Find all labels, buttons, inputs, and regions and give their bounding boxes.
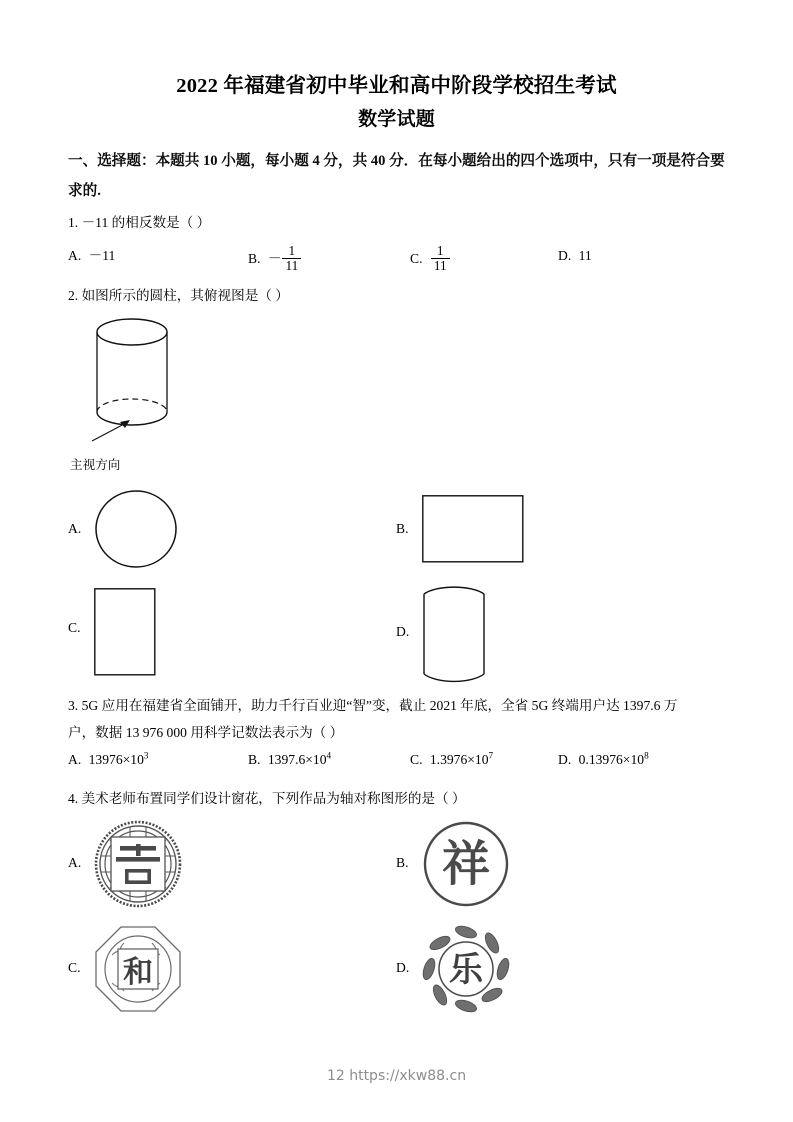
question-3-option-d[interactable] <box>558 752 649 768</box>
fraction <box>282 244 301 273</box>
option-label: D. <box>558 752 572 767</box>
question-4-option-b-label: B. <box>396 855 409 870</box>
fraction-numerator: 1 <box>288 243 296 258</box>
option-label: C. <box>410 250 423 266</box>
option-exponent: 8 <box>644 750 649 761</box>
fraction-numerator: 1 <box>436 243 444 258</box>
option-value: 0.13976×10 <box>578 752 645 767</box>
question-3-option-c[interactable] <box>410 752 493 768</box>
option-exponent: 4 <box>326 750 332 761</box>
option-sign: － <box>267 250 282 266</box>
section-instruction: 一、选择题：本题共 10 小题，每小题 4 分，共 40 分．在每小题给出的四个选项中，只有一项是符合要求的. <box>68 153 725 199</box>
option-value: －11 <box>88 248 116 263</box>
option-label: B. <box>248 752 261 767</box>
option-exponent: 3 <box>143 750 149 761</box>
question-2-option-c-shape[interactable] <box>94 588 160 680</box>
papercut-glyph: 和 <box>123 955 153 990</box>
question-4-option-a-label: A. <box>68 855 82 870</box>
page-title: 2022 年福建省初中毕业和高中阶段学校招生考试 <box>176 75 617 97</box>
option-value: 13976×10 <box>88 752 144 767</box>
question-2-option-c-label: C. <box>68 620 81 635</box>
question-1-stem: 1. －11 的相反数是（ ） <box>68 215 211 230</box>
fraction-denominator: 11 <box>282 258 301 273</box>
option-label: A. <box>68 752 82 767</box>
option-label: A. <box>68 248 82 263</box>
option-label: B. <box>248 250 261 266</box>
option-value: 11 <box>578 248 592 263</box>
question-3-stem-line1: 3. 5G 应用在福建省全面铺开，助力千行百业迎“智”变，截止 2021 年底，全省 5G 终端用户达 1397.6 万 <box>68 698 678 713</box>
question-4-option-b-papercut[interactable] <box>422 820 510 908</box>
question-4-option-c-label: C. <box>68 960 81 975</box>
cylinder-figure <box>70 310 250 445</box>
option-label: D. <box>558 248 572 263</box>
question-4-option-c-papercut[interactable] <box>94 925 182 1013</box>
question-4-stem: 4. 美术老师布置同学们设计窗花，下列作品为轴对称图形的是（ ） <box>68 791 466 806</box>
question-2-option-a-shape[interactable] <box>94 489 180 571</box>
question-2-option-b-label: B. <box>396 521 409 536</box>
question-3-option-a[interactable] <box>68 752 149 768</box>
cylinder-figure-caption: 主视方向 <box>70 458 121 472</box>
question-2-stem: 2. 如图所示的圆柱，其俯视图是（ ） <box>68 288 289 303</box>
question-3-option-b[interactable] <box>248 752 331 768</box>
question-1-option-c[interactable] <box>410 244 451 273</box>
question-2-option-d-shape[interactable] <box>422 584 492 680</box>
option-label: C. <box>410 752 423 767</box>
question-1-option-a[interactable] <box>68 244 115 264</box>
question-2-option-b-shape[interactable] <box>422 495 526 565</box>
option-exponent: 7 <box>488 750 494 761</box>
fraction-denominator: 11 <box>431 258 450 273</box>
papercut-glyph: 祥 <box>441 836 491 892</box>
question-1-option-d[interactable] <box>558 248 592 264</box>
question-4-option-d-papercut[interactable] <box>422 925 510 1013</box>
question-3-stem-line2: 户，数据 13 976 000 用科学记数法表示为（ ） <box>68 725 344 740</box>
question-4-option-d-label: D. <box>396 960 410 975</box>
footer-watermark: 12 https://xkw88.cn <box>326 1068 467 1084</box>
question-2-option-d-label: D. <box>396 624 410 639</box>
option-value: 1.3976×10 <box>429 752 489 767</box>
question-2-option-a-label: A. <box>68 521 82 536</box>
page-subtitle: 数学试题 <box>358 109 435 130</box>
papercut-glyph: 乐 <box>449 950 483 990</box>
question-4-option-a-papercut[interactable] <box>94 820 182 908</box>
question-1-option-b[interactable] <box>248 244 302 273</box>
fraction <box>431 244 450 273</box>
option-value: 1397.6×10 <box>267 752 327 767</box>
